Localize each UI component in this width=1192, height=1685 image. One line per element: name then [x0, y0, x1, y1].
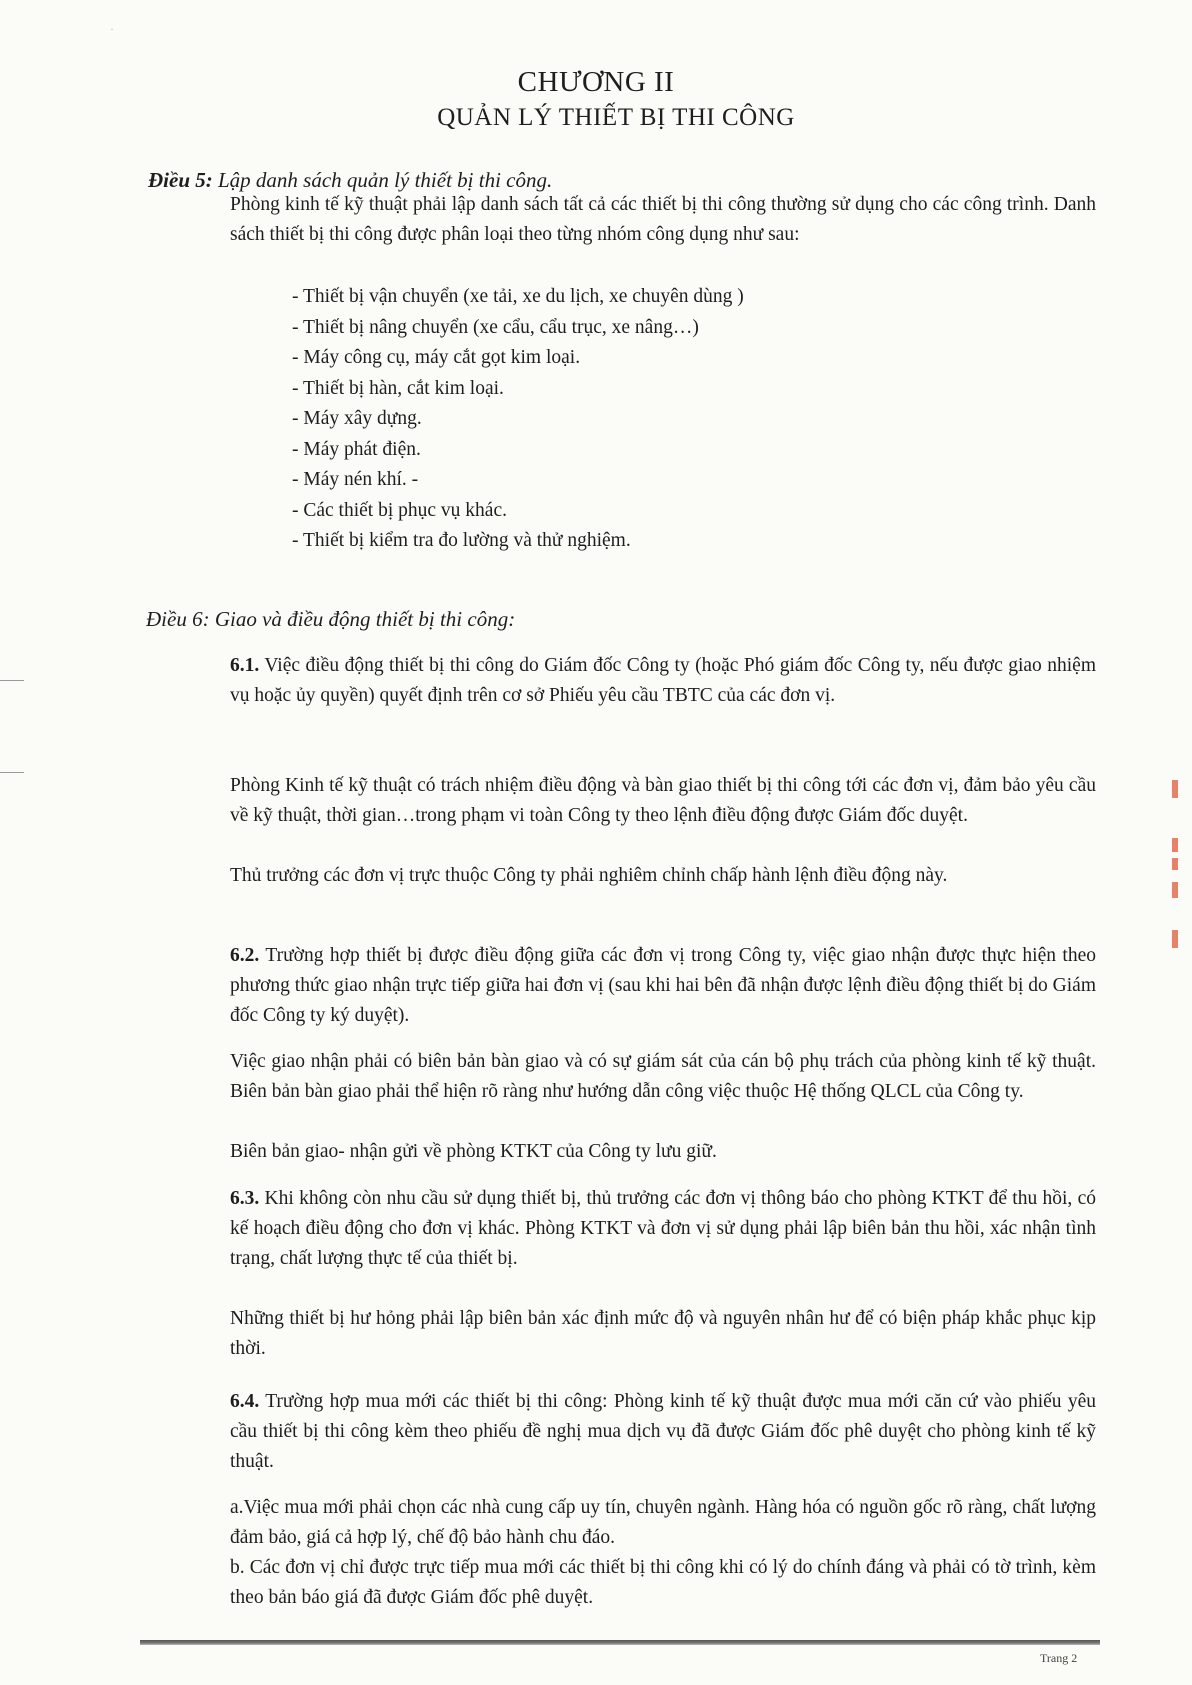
section-6-4 [230, 1387, 1096, 1477]
section-number: 6.1. [230, 655, 260, 676]
side-stamp-mark [1172, 858, 1178, 870]
side-stamp-mark [1172, 780, 1178, 798]
section-6-1-paragraph-2: Phòng Kinh tế kỹ thuật có trách nhiệm điều động và bàn giao thiết bị thi công tới các đơn vị, đảm bảo yêu cầu về kỹ thuật, thời gian…trong phạm vi toàn Công ty theo lệnh điều động được Giám đốc duyệt. [230, 775, 1096, 826]
section-6-3 [230, 1184, 1096, 1274]
section-6-2-paragraph-3: Biên bản giao- nhận gửi về phòng KTKT của Công ty lưu giữ. [230, 1141, 717, 1162]
section-6-1-paragraph-3: Thủ trưởng các đơn vị trực thuộc Công ty phải nghiêm chỉnh chấp hành lệnh điều động này. [230, 865, 948, 886]
chapter-title: CHƯƠNG II [517, 66, 675, 98]
section-6-2-paragraph-2: Việc giao nhận phải có biên bản bàn giao và có sự giám sát của cán bộ phụ trách của phòng kinh tế kỹ thuật. Biên bản bàn giao phải thể hiện rõ ràng như hướng dẫn công việc thuộc Hệ thống QLCL của Công ty. [230, 1051, 1096, 1102]
page-number: Trang 2 [1040, 1651, 1078, 1665]
scan-edge-line [0, 680, 24, 681]
list-item: - Máy nén khí. - [292, 469, 419, 490]
section-number: 6.2. [230, 945, 260, 966]
list-item: - Thiết bị nâng chuyển (xe cẩu, cẩu trục, xe nâng…) [292, 316, 699, 338]
side-stamp-mark [1172, 930, 1178, 948]
article-5-label: Điều 5: [148, 168, 213, 192]
article-5-intro: Phòng kinh tế kỹ thuật phải lập danh sách tất cả các thiết bị thi công thường sử dụng cho các công trình. Danh sách thiết bị thi công được phân loại theo từng nhóm công dụng như sau: [230, 194, 1096, 245]
section-6-1 [230, 651, 1096, 711]
section-6-3-paragraph-2: Những thiết bị hư hỏng phải lập biên bản xác định mức độ và nguyên nhân hư để có biện pháp khắc phục kịp thời. [230, 1308, 1096, 1359]
section-6-4-item-a: a.Việc mua mới phải chọn các nhà cung cấp uy tín, chuyên ngành. Hàng hóa có nguồn gốc rõ ràng, chất lượng đảm bảo, giá cả hợp lý, chế độ bảo hành chu đáo. [230, 1497, 1096, 1548]
list-item: - Máy công cụ, máy cắt gọt kim loại. [292, 347, 581, 368]
scan-artifact: · [110, 22, 114, 36]
article-6-label: Điều 6: [146, 607, 210, 631]
section-number: 6.3. [230, 1188, 260, 1209]
section-number: 6.4. [230, 1391, 260, 1412]
section-text: Trường hợp mua mới các thiết bị thi công: Phòng kinh tế kỹ thuật được mua mới căn cứ vào phiếu yêu cầu thiết bị thi công kèm theo phiếu đề nghị mua dịch vụ đã được Giám đốc phê duyệt cho phòng kinh tế kỹ thuật. [230, 1391, 1096, 1472]
section-6-2 [230, 941, 1096, 1031]
equipment-category-list [292, 282, 744, 557]
side-stamp-mark [1172, 838, 1178, 852]
list-item: - Máy phát điện. [292, 438, 421, 460]
section-6-4-item-b: b. Các đơn vị chỉ được trực tiếp mua mới các thiết bị thi công khi có lý do chính đáng và phải có tờ trình, kèm theo bản báo giá đã được Giám đốc phê duyệt. [230, 1557, 1096, 1608]
side-stamp-mark [1172, 882, 1178, 898]
article-5-title: Lập danh sách quản lý thiết bị thi công. [218, 168, 553, 192]
article-6-heading [146, 607, 515, 632]
list-item: - Máy xây dựng. [292, 408, 422, 429]
list-item: - Các thiết bị phục vụ khác. [292, 499, 507, 521]
section-text: Trường hợp thiết bị được điều động giữa các đơn vị trong Công ty, việc giao nhận được thực hiện theo phương thức giao nhận trực tiếp giữa hai đơn vị (sau khi hai bên đã nhận được lệnh điều động thiết bị do Giám đốc Công ty ký duyệt). [230, 945, 1096, 1026]
footer-rule [140, 1640, 1100, 1645]
section-text: Việc điều động thiết bị thi công do Giám đốc Công ty (hoặc Phó giám đốc Công ty, nếu được giao nhiệm vụ hoặc ủy quyền) quyết định trên cơ sở Phiếu yêu cầu TBTC của các đơn vị. [230, 655, 1096, 706]
article-6-title: Giao và điều động thiết bị thi công: [214, 607, 516, 631]
list-item: - Thiết bị vận chuyển (xe tải, xe du lịch, xe chuyên dùng ) [292, 286, 744, 307]
chapter-subtitle: QUẢN LÝ THIẾT BỊ THI CÔNG [437, 104, 795, 131]
list-item: - Thiết bị hàn, cắt kim loại. [292, 377, 504, 399]
scan-edge-line [0, 772, 24, 773]
list-item: - Thiết bị kiểm tra đo lường và thử nghiệm. [292, 530, 631, 551]
section-text: Khi không còn nhu cầu sử dụng thiết bị, thủ trưởng các đơn vị thông báo cho phòng KTKT để thu hồi, có kế hoạch điều động cho đơn vị khác. Phòng KTKT và đơn vị sử dụng phải lập biên bản thu hồi, xác nhận tình trạng, chất lượng thực tế của thiết bị. [230, 1188, 1096, 1269]
